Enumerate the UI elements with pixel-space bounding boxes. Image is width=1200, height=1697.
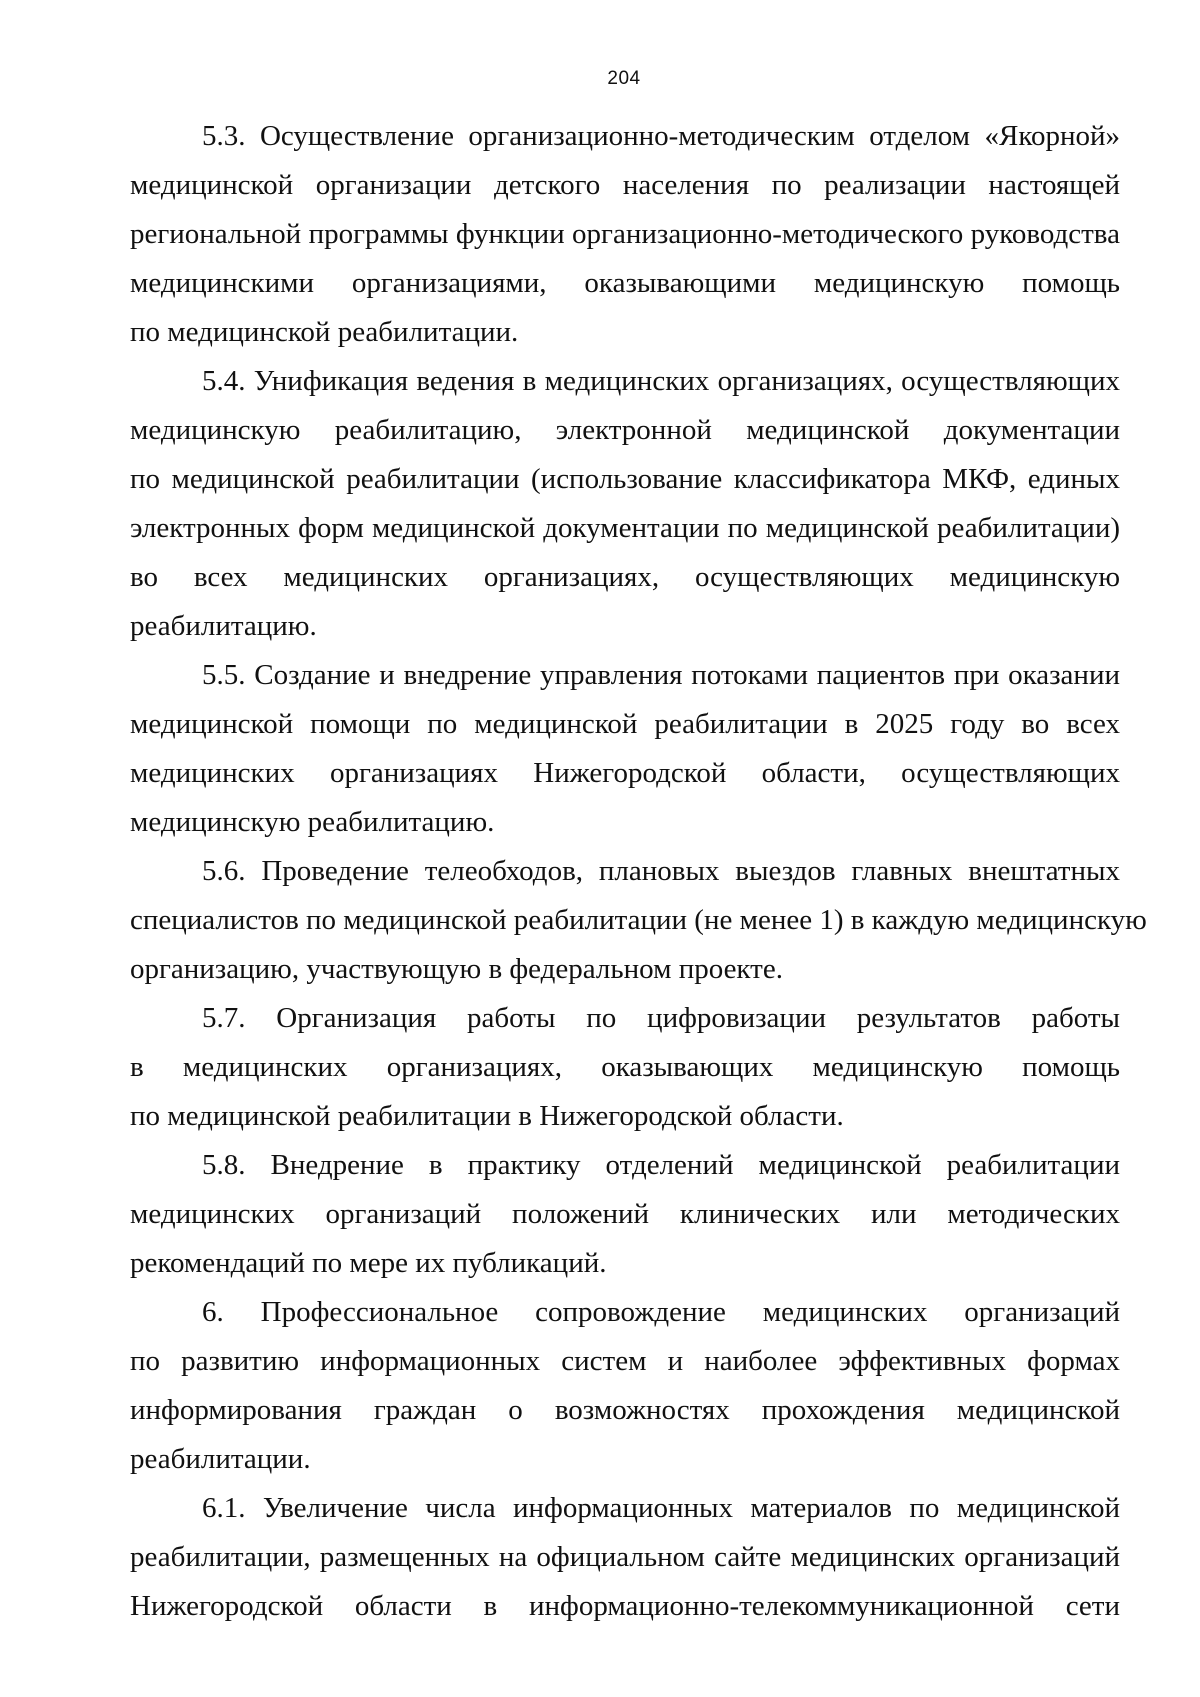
paragraph bbox=[130, 847, 1147, 994]
page-number: 204 bbox=[607, 68, 641, 89]
paragraph-line: специалистов по медицинской реабилитации (не менее 1) в каждую медицинскую bbox=[130, 904, 1147, 936]
paragraph bbox=[130, 994, 1120, 1141]
paragraph-line: 5.6. Проведение телеобходов, плановых выездов главных внештатных bbox=[202, 855, 1120, 887]
paragraph-line: по развитию информационных систем и наиболее эффективных формах bbox=[130, 1345, 1120, 1377]
paragraph-line: медицинских организаций положений клинических или методических bbox=[130, 1198, 1120, 1230]
paragraph-line: медицинских организациях Нижегородской области, осуществляющих bbox=[130, 757, 1120, 789]
paragraph-line: медицинскую реабилитацию, электронной медицинской документации bbox=[130, 414, 1120, 446]
paragraph-line: медицинской организации детского населения по реализации настоящей bbox=[130, 169, 1120, 201]
paragraph-line: 5.3. Осуществление организационно-методическим отделом «Якорной» bbox=[202, 120, 1120, 152]
paragraph-line: по медицинской реабилитации. bbox=[130, 316, 519, 348]
paragraph-line: 5.8. Внедрение в практику отделений медицинской реабилитации bbox=[202, 1149, 1120, 1181]
paragraph bbox=[130, 1288, 1120, 1484]
paragraph-line: 5.4. Унификация ведения в медицинских организациях, осуществляющих bbox=[202, 365, 1120, 397]
paragraph bbox=[130, 112, 1120, 357]
paragraph-line: электронных форм медицинской документации по медицинской реабилитации) bbox=[130, 512, 1120, 544]
paragraph bbox=[130, 357, 1120, 651]
paragraph-line: в медицинских организациях, оказывающих медицинскую помощь bbox=[130, 1051, 1120, 1083]
paragraph-line: региональной программы функции организационно-методического руководства bbox=[130, 218, 1120, 250]
paragraph-line: реабилитацию. bbox=[130, 610, 317, 642]
paragraph-line: медицинскую реабилитацию. bbox=[130, 806, 495, 838]
paragraph-line: 5.5. Создание и внедрение управления потоками пациентов при оказании bbox=[202, 659, 1120, 691]
paragraph-line: медицинской помощи по медицинской реабилитации в 2025 году во всех bbox=[130, 708, 1120, 740]
paragraph bbox=[130, 1484, 1120, 1631]
paragraph-line: во всех медицинских организациях, осуществляющих медицинскую bbox=[130, 561, 1120, 593]
paragraph-line: 6.1. Увеличение числа информационных материалов по медицинской bbox=[202, 1492, 1120, 1524]
paragraph-line: рекомендаций по мере их публикаций. bbox=[130, 1247, 607, 1279]
document-body bbox=[130, 112, 1147, 1631]
paragraph-line: реабилитации. bbox=[130, 1443, 311, 1475]
paragraph-line: медицинскими организациями, оказывающими медицинскую помощь bbox=[130, 267, 1120, 299]
paragraph-line: Нижегородской области в информационно-телекоммуникационной сети bbox=[130, 1590, 1120, 1622]
paragraph-line: 5.7. Организация работы по цифровизации результатов работы bbox=[202, 1002, 1120, 1034]
paragraph-line: информирования граждан о возможностях прохождения медицинской bbox=[130, 1394, 1120, 1426]
paragraph bbox=[130, 651, 1120, 847]
paragraph bbox=[130, 1141, 1120, 1288]
paragraph-line: организацию, участвующую в федеральном проекте. bbox=[130, 953, 783, 985]
paragraph-line: реабилитации, размещенных на официальном сайте медицинских организаций bbox=[130, 1541, 1120, 1573]
paragraph-line: 6. Профессиональное сопровождение медицинских организаций bbox=[202, 1296, 1120, 1328]
paragraph-line: по медицинской реабилитации (использование классификатора МКФ, единых bbox=[130, 463, 1120, 495]
paragraph-line: по медицинской реабилитации в Нижегородской области. bbox=[130, 1100, 844, 1132]
